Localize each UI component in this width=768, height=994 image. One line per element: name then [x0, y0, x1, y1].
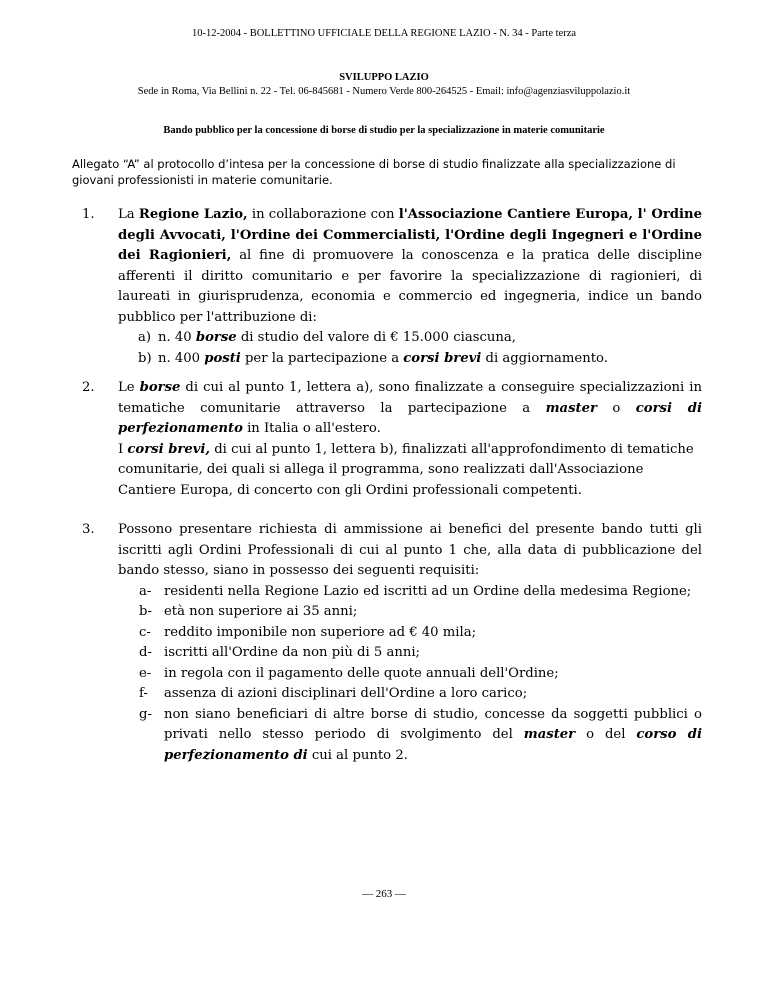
page-number: — 263 — — [362, 888, 406, 900]
paragraph-2-body: Le borse di cui al punto 1, lettera a), sono finalizzate a conseguire specializzazioni in tematiche comunitarie attraverso la partecipazione a master o corsi di perfezionamento in Italia o all'estero. — [118, 380, 703, 436]
requirement-label: c- — [139, 624, 151, 640]
paragraph-1 — [82, 205, 702, 369]
paragraph-number: 1. — [82, 207, 95, 222]
paragraph-number: 3. — [82, 522, 95, 537]
requirement-item-g: g- non siano beneficiari di altre borse di studio, concesse da soggetti pubblici o privati nello stesso periodo di svolgimento del master o del corso di perfezionamento di cui al punto 2. — [139, 706, 702, 763]
requirement-label: b- — [139, 604, 152, 619]
list-item-b: b) n. 400 posti per la partecipazione a corsi brevi di aggiornamento. — [138, 350, 608, 366]
requirement-item — [118, 684, 702, 705]
paragraph-2 — [82, 378, 702, 501]
requirement-item — [118, 664, 702, 685]
requirement-item — [118, 643, 702, 664]
paragraph-number: 2. — [82, 380, 95, 395]
requirement-text: reddito imponibile non superiore ad € 40 mila; — [164, 624, 477, 640]
requirement-text: iscritti all'Ordine da non più di 5 anni; — [164, 645, 420, 660]
requirement-text: in regola con il pagamento delle quote annuali dell'Ordine; — [164, 665, 559, 681]
paragraph-3 — [82, 520, 702, 766]
requirement-item — [118, 582, 702, 603]
requirement-text: assenza di azioni disciplinari dell'Ordine a loro carico; — [164, 686, 528, 701]
requirement-label: a- — [139, 583, 152, 599]
requirement-label: f- — [139, 686, 148, 701]
requirements-list — [118, 582, 702, 705]
paragraph-1-body: La Regione Lazio, in collaborazione con l'Associazione Cantiere Europa, l' Ordine degli Avvocati, l'Ordine dei Commercialisti, l'Ordine degli Ingegneri e l'Ordine dei Ragionieri, al fine di promuovere la conoscenza e la pratica delle discipline afferenti il diritto comunitario e per favorire la specializzazione di ragionieri, di laureati in giurisprudenza, economia e commercio ed ingegneria, indice un bando pubblico per l'attribuzione di: — [118, 207, 702, 325]
bando-title: Bando pubblico per la concessione di borse di studio per la specializzazione in materie comunitarie — [163, 125, 605, 136]
requirement-label: e- — [139, 665, 152, 681]
bulletin-header: 10-12-2004 - BOLLETTINO UFFICIALE DELLA REGIONE LAZIO - N. 34 - Parte terza — [191, 28, 577, 39]
org-title: SVILUPPO LAZIO — [339, 72, 429, 83]
paragraph-2-second-body: I corsi brevi, di cui al punto 1, lettera b), finalizzati all'approfondimento di tematiche comunitarie, dei quali si allega il programma, sono realizzati dall'Associazione Cantiere Europa, di concerto con gli Ordini professionali competenti. — [118, 441, 694, 498]
requirement-item — [118, 602, 702, 623]
requirement-item — [118, 623, 702, 644]
org-address: Sede in Roma, Via Bellini n. 22 - Tel. 06-845681 - Numero Verde 800-264525 - Email: info@agenziasviluppolazio.it — [137, 86, 631, 97]
requirement-text: età non superiore ai 35 anni; — [164, 604, 358, 619]
requirement-label: d- — [139, 645, 152, 660]
allegato-text: Allegato “A” al protocollo d’intesa per la concessione di borse di studio finalizzate alla specializzazione di giovani professionisti in materie comunitarie. — [72, 157, 676, 187]
list-item-a: a) n. 40 borse di studio del valore di € 15.000 ciascuna, — [138, 330, 516, 345]
requirement-text: residenti nella Regione Lazio ed iscritti ad un Ordine della medesima Regione; — [164, 583, 692, 599]
paragraph-3-intro: Possono presentare richiesta di ammissione ai benefici del presente bando tutti gli iscritti agli Ordini Professionali di cui al punto 1 che, alla data di pubblicazione del bando stesso, siano in possesso dei seguenti requisiti: — [118, 522, 702, 578]
